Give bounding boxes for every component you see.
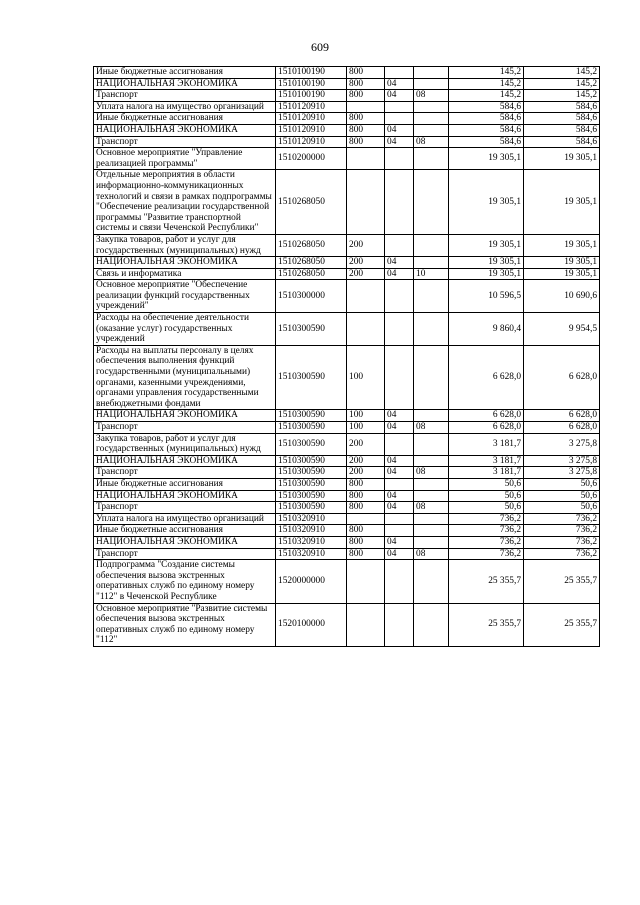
cell-name: НАЦИОНАЛЬНАЯ ЭКОНОМИКА (94, 536, 276, 548)
cell-subsection (414, 525, 449, 537)
cell-name: Иные бюджетные ассигнования (94, 478, 276, 490)
cell-amount-year-1: 736,2 (449, 513, 524, 525)
cell-expense-type (347, 170, 385, 235)
cell-subsection (414, 410, 449, 422)
cell-subsection (414, 78, 449, 90)
table-row (94, 280, 600, 313)
cell-name: Транспорт (94, 136, 276, 148)
cell-subsection (414, 170, 449, 235)
cell-expense-type: 200 (347, 433, 385, 455)
cell-target-article: 1510320910 (276, 513, 347, 525)
cell-target-article: 1510300590 (276, 467, 347, 479)
cell-amount-year-2: 145,2 (524, 90, 600, 102)
cell-amount-year-2: 3 275,8 (524, 467, 600, 479)
cell-expense-type (347, 560, 385, 603)
cell-amount-year-2: 6 628,0 (524, 345, 600, 410)
cell-target-article: 1510320910 (276, 525, 347, 537)
cell-amount-year-2: 145,2 (524, 78, 600, 90)
cell-amount-year-1: 3 181,7 (449, 433, 524, 455)
cell-amount-year-1: 584,6 (449, 124, 524, 136)
cell-amount-year-1: 25 355,7 (449, 560, 524, 603)
cell-target-article: 1520100000 (276, 603, 347, 646)
table-row (94, 268, 600, 280)
cell-section (385, 525, 414, 537)
table-row (94, 455, 600, 467)
cell-section (385, 148, 414, 170)
budget-table-body (94, 67, 600, 647)
cell-section: 04 (385, 422, 414, 434)
cell-section: 04 (385, 502, 414, 514)
table-row (94, 345, 600, 410)
cell-expense-type: 200 (347, 257, 385, 269)
cell-section (385, 313, 414, 346)
cell-target-article: 1510300590 (276, 490, 347, 502)
cell-amount-year-1: 736,2 (449, 536, 524, 548)
cell-amount-year-2: 19 305,1 (524, 170, 600, 235)
table-row (94, 422, 600, 434)
cell-name: Закупка товаров, работ и услуг для государственных (муниципальных) нужд (94, 433, 276, 455)
cell-target-article: 1510320910 (276, 548, 347, 560)
cell-amount-year-2: 25 355,7 (524, 603, 600, 646)
cell-subsection: 08 (414, 467, 449, 479)
cell-subsection (414, 490, 449, 502)
cell-name: Расходы на обеспечение деятельности (оказание услуг) государственных учреждений (94, 313, 276, 346)
cell-name: Транспорт (94, 90, 276, 102)
cell-name: НАЦИОНАЛЬНАЯ ЭКОНОМИКА (94, 455, 276, 467)
cell-amount-year-2: 19 305,1 (524, 148, 600, 170)
cell-subsection (414, 101, 449, 113)
cell-section (385, 170, 414, 235)
cell-amount-year-2: 25 355,7 (524, 560, 600, 603)
cell-amount-year-1: 145,2 (449, 90, 524, 102)
cell-name: Основное мероприятие "Развитие системы обеспечения вызова экстренных оперативных служб по единому номеру "112" (94, 603, 276, 646)
cell-expense-type (347, 313, 385, 346)
cell-subsection (414, 513, 449, 525)
cell-expense-type: 800 (347, 124, 385, 136)
cell-amount-year-2: 6 628,0 (524, 410, 600, 422)
cell-subsection (414, 478, 449, 490)
cell-expense-type: 100 (347, 345, 385, 410)
cell-amount-year-2: 50,6 (524, 502, 600, 514)
cell-target-article: 1510300590 (276, 410, 347, 422)
cell-name: Уплата налога на имущество организаций (94, 513, 276, 525)
cell-target-article: 1510268050 (276, 170, 347, 235)
cell-amount-year-1: 145,2 (449, 78, 524, 90)
cell-target-article: 1510320910 (276, 536, 347, 548)
cell-subsection (414, 148, 449, 170)
cell-expense-type: 800 (347, 502, 385, 514)
cell-amount-year-1: 584,6 (449, 136, 524, 148)
cell-name: Транспорт (94, 422, 276, 434)
cell-amount-year-1: 19 305,1 (449, 257, 524, 269)
cell-amount-year-1: 50,6 (449, 502, 524, 514)
table-row (94, 67, 600, 79)
cell-name: Уплата налога на имущество организаций (94, 101, 276, 113)
cell-subsection: 08 (414, 422, 449, 434)
cell-name: НАЦИОНАЛЬНАЯ ЭКОНОМИКА (94, 490, 276, 502)
cell-expense-type: 800 (347, 113, 385, 125)
cell-expense-type: 800 (347, 478, 385, 490)
table-row (94, 490, 600, 502)
cell-expense-type: 800 (347, 67, 385, 79)
cell-amount-year-2: 736,2 (524, 513, 600, 525)
cell-name: Расходы на выплаты персоналу в целях обеспечения выполнения функций государственными (муниципальными) органами, казенными учреждениями, органами управления государственными внебюджетными фондами (94, 345, 276, 410)
cell-expense-type: 200 (347, 467, 385, 479)
table-row (94, 513, 600, 525)
table-row (94, 313, 600, 346)
cell-amount-year-1: 584,6 (449, 101, 524, 113)
cell-name: Закупка товаров, работ и услуг для государственных (муниципальных) нужд (94, 234, 276, 256)
cell-section (385, 113, 414, 125)
cell-subsection (414, 113, 449, 125)
cell-amount-year-1: 50,6 (449, 478, 524, 490)
cell-section: 04 (385, 257, 414, 269)
cell-name: Транспорт (94, 502, 276, 514)
table-row (94, 234, 600, 256)
cell-subsection (414, 560, 449, 603)
cell-name: НАЦИОНАЛЬНАЯ ЭКОНОМИКА (94, 257, 276, 269)
cell-amount-year-2: 6 628,0 (524, 422, 600, 434)
cell-name: Отдельные мероприятия в области информационно-коммуникационных технологий и связи в рамках подпрограммы "Обеспечение реализации государственной программы "Развитие транспортной системы и связи Чеченской Республики" (94, 170, 276, 235)
table-row (94, 536, 600, 548)
cell-section: 04 (385, 136, 414, 148)
budget-table (93, 66, 600, 647)
cell-target-article: 1510300590 (276, 313, 347, 346)
cell-section (385, 433, 414, 455)
table-row (94, 410, 600, 422)
cell-expense-type: 800 (347, 490, 385, 502)
cell-expense-type: 800 (347, 136, 385, 148)
cell-subsection (414, 234, 449, 256)
table-row (94, 478, 600, 490)
cell-amount-year-1: 3 181,7 (449, 455, 524, 467)
cell-expense-type (347, 148, 385, 170)
cell-section: 04 (385, 90, 414, 102)
table-row (94, 136, 600, 148)
cell-amount-year-1: 19 305,1 (449, 170, 524, 235)
cell-expense-type: 800 (347, 525, 385, 537)
cell-amount-year-2: 19 305,1 (524, 268, 600, 280)
cell-target-article: 1510120910 (276, 113, 347, 125)
cell-section (385, 603, 414, 646)
cell-subsection (414, 433, 449, 455)
cell-target-article: 1510268050 (276, 234, 347, 256)
cell-section: 04 (385, 490, 414, 502)
cell-expense-type: 200 (347, 268, 385, 280)
cell-name: Подпрограмма "Создание системы обеспечения вызова экстренных оперативных служб по единому номеру "112" в Чеченской Республике (94, 560, 276, 603)
cell-target-article: 1510300590 (276, 345, 347, 410)
cell-section (385, 560, 414, 603)
cell-amount-year-2: 3 275,8 (524, 455, 600, 467)
cell-target-article: 1510300590 (276, 502, 347, 514)
cell-subsection (414, 67, 449, 79)
cell-subsection (414, 257, 449, 269)
cell-name: НАЦИОНАЛЬНАЯ ЭКОНОМИКА (94, 78, 276, 90)
cell-amount-year-2: 736,2 (524, 548, 600, 560)
cell-amount-year-1: 6 628,0 (449, 345, 524, 410)
cell-name: НАЦИОНАЛЬНАЯ ЭКОНОМИКА (94, 410, 276, 422)
cell-amount-year-2: 3 275,8 (524, 433, 600, 455)
cell-amount-year-1: 3 181,7 (449, 467, 524, 479)
cell-section (385, 478, 414, 490)
cell-section (385, 67, 414, 79)
cell-subsection: 08 (414, 136, 449, 148)
cell-amount-year-2: 19 305,1 (524, 257, 600, 269)
cell-expense-type: 200 (347, 455, 385, 467)
cell-section: 04 (385, 548, 414, 560)
cell-name: Иные бюджетные ассигнования (94, 67, 276, 79)
cell-target-article: 1510300590 (276, 478, 347, 490)
cell-expense-type: 200 (347, 234, 385, 256)
cell-amount-year-2: 145,2 (524, 67, 600, 79)
cell-amount-year-2: 736,2 (524, 525, 600, 537)
cell-target-article: 1510300590 (276, 433, 347, 455)
cell-amount-year-2: 9 954,5 (524, 313, 600, 346)
cell-amount-year-1: 19 305,1 (449, 234, 524, 256)
cell-subsection (414, 124, 449, 136)
table-row (94, 101, 600, 113)
table-row (94, 257, 600, 269)
table-row (94, 433, 600, 455)
cell-expense-type (347, 101, 385, 113)
table-row (94, 148, 600, 170)
table-row (94, 603, 600, 646)
table-row (94, 502, 600, 514)
cell-target-article: 1510300590 (276, 422, 347, 434)
cell-subsection (414, 455, 449, 467)
cell-amount-year-1: 19 305,1 (449, 148, 524, 170)
cell-section: 04 (385, 78, 414, 90)
cell-expense-type: 100 (347, 410, 385, 422)
cell-expense-type: 800 (347, 548, 385, 560)
cell-name: Транспорт (94, 467, 276, 479)
cell-expense-type: 800 (347, 90, 385, 102)
cell-amount-year-2: 736,2 (524, 536, 600, 548)
cell-amount-year-2: 584,6 (524, 136, 600, 148)
cell-amount-year-1: 6 628,0 (449, 410, 524, 422)
cell-target-article: 1510100190 (276, 67, 347, 79)
cell-target-article: 1510120910 (276, 101, 347, 113)
cell-subsection (414, 280, 449, 313)
cell-expense-type (347, 513, 385, 525)
cell-subsection (414, 345, 449, 410)
cell-section (385, 345, 414, 410)
cell-subsection (414, 536, 449, 548)
table-row (94, 467, 600, 479)
cell-amount-year-2: 19 305,1 (524, 234, 600, 256)
cell-expense-type (347, 603, 385, 646)
cell-expense-type: 800 (347, 536, 385, 548)
cell-section (385, 101, 414, 113)
cell-amount-year-2: 50,6 (524, 490, 600, 502)
table-row (94, 124, 600, 136)
cell-subsection (414, 313, 449, 346)
cell-section: 04 (385, 455, 414, 467)
cell-amount-year-1: 736,2 (449, 525, 524, 537)
cell-subsection: 08 (414, 90, 449, 102)
cell-target-article: 1510120910 (276, 136, 347, 148)
cell-section (385, 513, 414, 525)
table-row (94, 525, 600, 537)
cell-section: 04 (385, 467, 414, 479)
cell-section (385, 280, 414, 313)
cell-section (385, 234, 414, 256)
cell-name: Транспорт (94, 548, 276, 560)
cell-amount-year-1: 25 355,7 (449, 603, 524, 646)
cell-section: 04 (385, 536, 414, 548)
cell-section: 04 (385, 268, 414, 280)
cell-name: Основное мероприятие "Обеспечение реализации функций государственных учреждений" (94, 280, 276, 313)
cell-name: Связь и информатика (94, 268, 276, 280)
cell-expense-type (347, 280, 385, 313)
table-row (94, 90, 600, 102)
cell-subsection: 08 (414, 502, 449, 514)
cell-amount-year-2: 584,6 (524, 101, 600, 113)
cell-amount-year-1: 10 596,5 (449, 280, 524, 313)
cell-target-article: 1510268050 (276, 257, 347, 269)
table-row (94, 78, 600, 90)
cell-expense-type: 800 (347, 78, 385, 90)
cell-target-article: 1510100190 (276, 90, 347, 102)
cell-target-article: 1510200000 (276, 148, 347, 170)
cell-amount-year-2: 584,6 (524, 113, 600, 125)
cell-subsection: 08 (414, 548, 449, 560)
cell-target-article: 1510300590 (276, 455, 347, 467)
page-number: 609 (311, 40, 329, 54)
cell-target-article: 1510300000 (276, 280, 347, 313)
cell-section: 04 (385, 124, 414, 136)
cell-amount-year-1: 584,6 (449, 113, 524, 125)
cell-target-article: 1510100190 (276, 78, 347, 90)
cell-expense-type: 100 (347, 422, 385, 434)
table-row (94, 560, 600, 603)
cell-name: Иные бюджетные ассигнования (94, 113, 276, 125)
cell-subsection (414, 603, 449, 646)
cell-name: Иные бюджетные ассигнования (94, 525, 276, 537)
table-row (94, 548, 600, 560)
cell-target-article: 1520000000 (276, 560, 347, 603)
cell-amount-year-2: 584,6 (524, 124, 600, 136)
cell-amount-year-1: 9 860,4 (449, 313, 524, 346)
cell-name: НАЦИОНАЛЬНАЯ ЭКОНОМИКА (94, 124, 276, 136)
cell-amount-year-1: 145,2 (449, 67, 524, 79)
cell-target-article: 1510268050 (276, 268, 347, 280)
cell-name: Основное мероприятие "Управление реализацией программы" (94, 148, 276, 170)
cell-amount-year-1: 50,6 (449, 490, 524, 502)
cell-amount-year-2: 50,6 (524, 478, 600, 490)
cell-amount-year-2: 10 690,6 (524, 280, 600, 313)
table-row (94, 170, 600, 235)
cell-subsection: 10 (414, 268, 449, 280)
cell-amount-year-1: 736,2 (449, 548, 524, 560)
cell-target-article: 1510120910 (276, 124, 347, 136)
cell-section: 04 (385, 410, 414, 422)
table-row (94, 113, 600, 125)
cell-amount-year-1: 19 305,1 (449, 268, 524, 280)
cell-amount-year-1: 6 628,0 (449, 422, 524, 434)
